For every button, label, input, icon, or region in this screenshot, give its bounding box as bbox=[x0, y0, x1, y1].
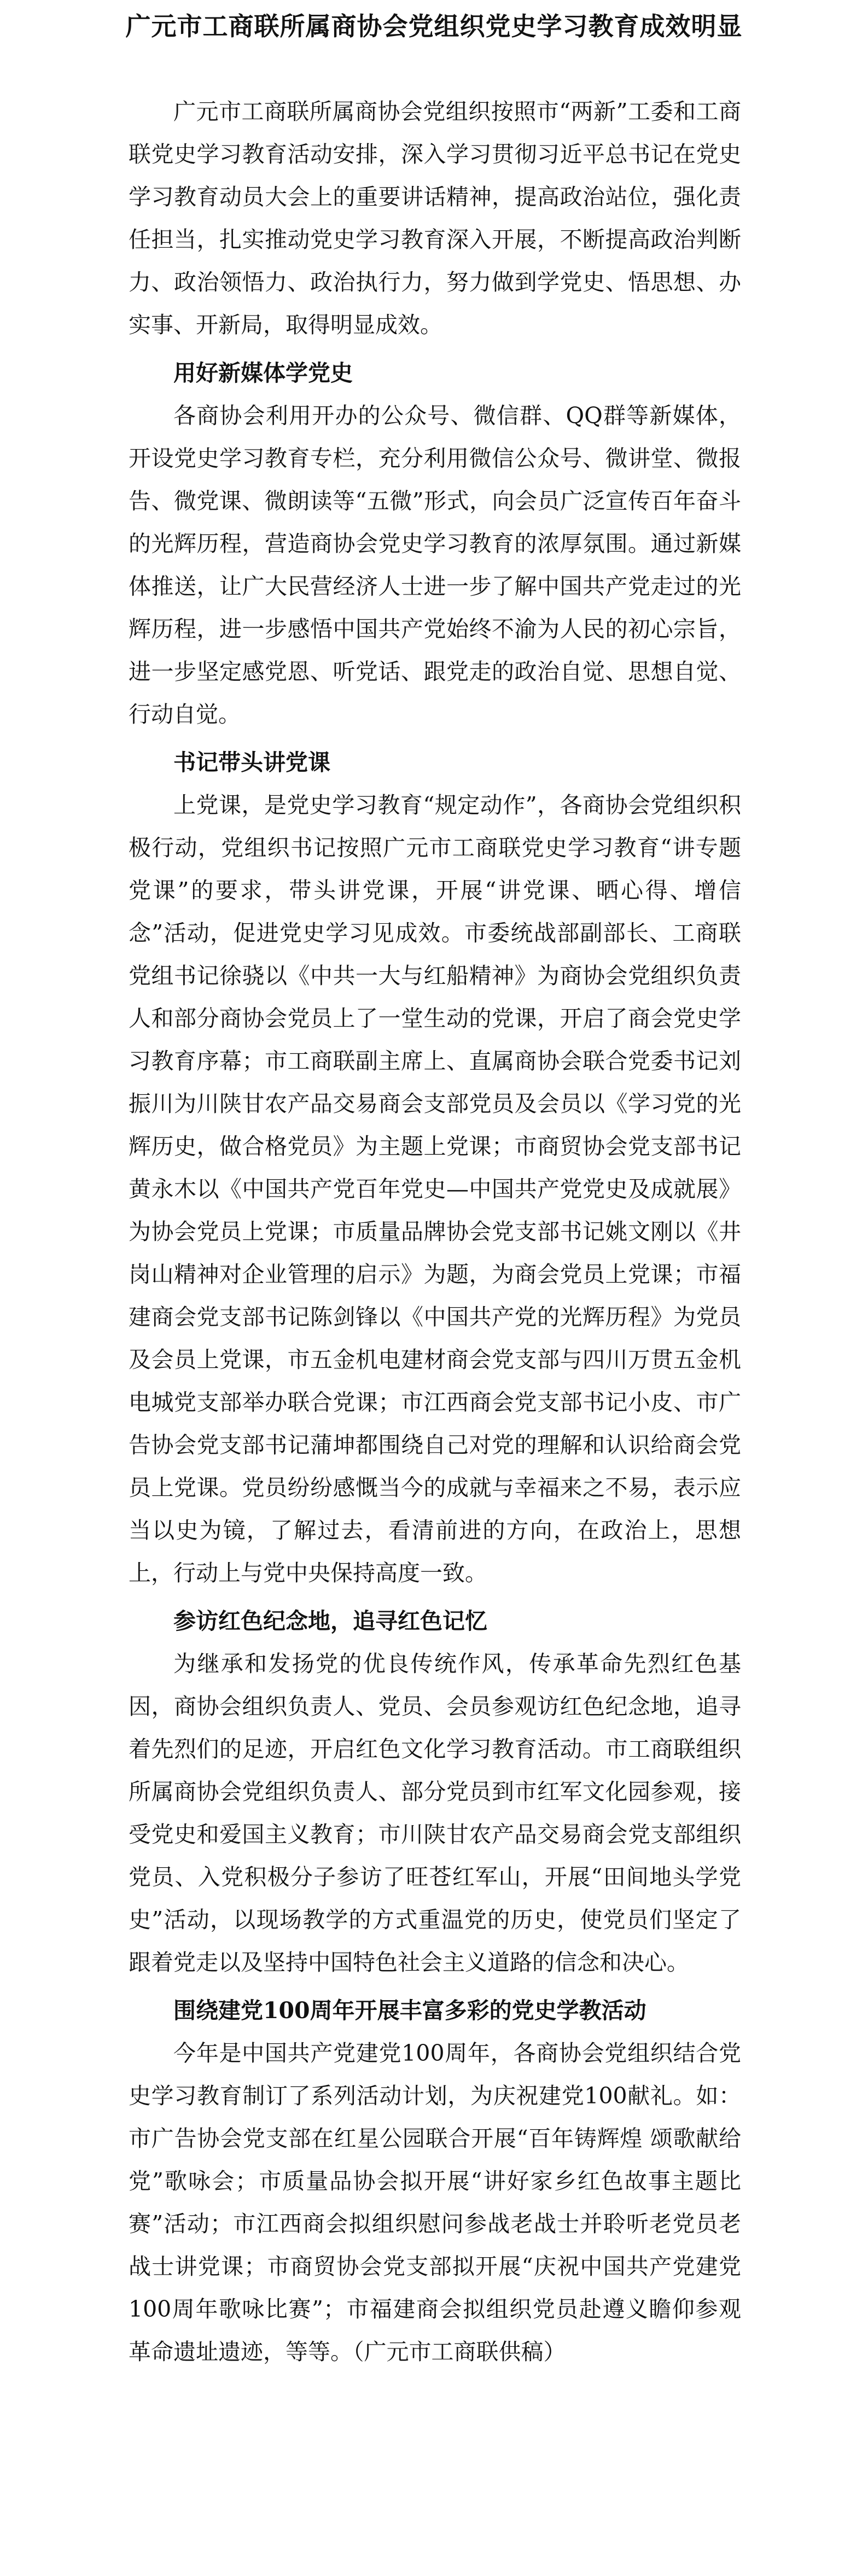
section-body-red-sites: 为继承和发扬党的优良传统作风，传承革命先烈红色基因，商协会组织负责人、党员、会员参观访红色纪念地，追寻着先烈们的足迹，开启红色文化学习教育活动。市工商联组织所属商协会党组织负责人、部分党员到市红军文化园参观，接受党史和爱国主义教育；市川陕甘农产品交易商会党支部组织党员、入党积极分子参访了旺苍红军山，开展“田间地头学党史”活动，以现场教学的方式重温党的历史，使党员们坚定了跟着党走以及坚持中国特色社会主义道路的信念和决心。 bbox=[129, 1651, 741, 1975]
intro-paragraph: 广元市工商联所属商协会党组织按照市“两新”工委和工商联党史学习教育活动安排，深入学习贯彻习近平总书记在党史学习教育动员大会上的重要讲话精神，提高政治站位，强化责任担当，扎实推动党史学习教育深入开展，不断提高政治判断力、政治领悟力、政治执行力，努力做到学党史、悟思想、办实事、开新局，取得明显成效。 bbox=[129, 98, 741, 338]
section-body-centenary: 今年是中国共产党建党100周年，各商协会党组织结合党史学习教育制订了系列活动计划，为庆祝建党100献礼。如：市广告协会党支部在红星公园联合开展“百年铸辉煌 颂歌献给党”歌咏会；市质量品协会拟开展“讲好家乡红色故事主题比赛”活动；市江西商会拟组织慰问参战老战士并聆听老党员老战士讲党课；市商贸协会党支部拟开展“庆祝中国共产党建党100周年歌咏比赛”；市福建商会拟组织党员赴遵义瞻仰参观革命遗址遗迹，等等。（广元市工商联供稿） bbox=[129, 2040, 741, 2365]
section-heading-centenary: 围绕建党100周年开展丰富多彩的党史学教活动 bbox=[173, 1997, 646, 2024]
section-heading-party-lecture: 书记带头讲党课 bbox=[173, 749, 330, 776]
section-body-party-lecture: 上党课，是党史学习教育“规定动作”，各商协会党组织积极行动，党组织书记按照广元市工商联党史学习教育“讲专题党课”的要求，带头讲党课，开展“讲党课、晒心得、增信念”活动，促进党史学习见成效。市委统战部副部长、工商联党组书记徐骁以《中共一大与红船精神》为商协会党组织负责人和部分商协会党员上了一堂生动的党课，开启了商会党史学习教育序幕；市工商联副主席上、直属商协会联合党委书记刘振川为川陕甘农产品交易商会支部党员及会员以《学习党的光辉历史，做合格党员》为主题上党课；市商贸协会党支部书记黄永木以《中国共产党百年党史—中国共产党党史及成就展》为协会党员上党课；市质量品牌协会党支部书记姚文刚以《井岗山精神对企业管理的启示》为题，为商会党员上党课；市福建商会党支部书记陈剑锋以《中国共产党的光辉历程》为党员及会员上党课，市五金机电建材商会党支部与四川万贯五金机电城党支部举办联合党课；市江西商会党支部书记小皮、市广告协会党支部书记蒲坤都围绕自己对党的理解和认识给商会党员上党课。党员纷纷感慨当今的成就与幸福来之不易，表示应当以史为镜，了解过去，看清前进的方向，在政治上，思想上，行动上与党中央保持高度一致。 bbox=[129, 792, 741, 1586]
page-title: 广元市工商联所属商协会党组织党史学习教育成效明显 bbox=[125, 11, 743, 41]
section-heading-new-media: 用好新媒体学党史 bbox=[173, 360, 353, 386]
section-body-new-media: 各商协会利用开办的公众号、微信群、QQ群等新媒体，开设党史学习教育专栏，充分利用微信公众号、微讲堂、微报告、微党课、微朗读等“五微”形式，向会员广泛宣传百年奋斗的光辉历程，营造商协会党史学习教育的浓厚氛围。通过新媒体推送，让广大民营经济人士进一步了解中国共产党走过的光辉历程，进一步感悟中国共产党始终不渝为人民的初心宗旨，进一步坚定感党恩、听党话、跟党走的政治自觉、思想自觉、行动自觉。 bbox=[129, 403, 741, 727]
article-body bbox=[129, 90, 741, 2373]
section-heading-red-sites: 参访红色纪念地，追寻红色记忆 bbox=[173, 1608, 487, 1634]
